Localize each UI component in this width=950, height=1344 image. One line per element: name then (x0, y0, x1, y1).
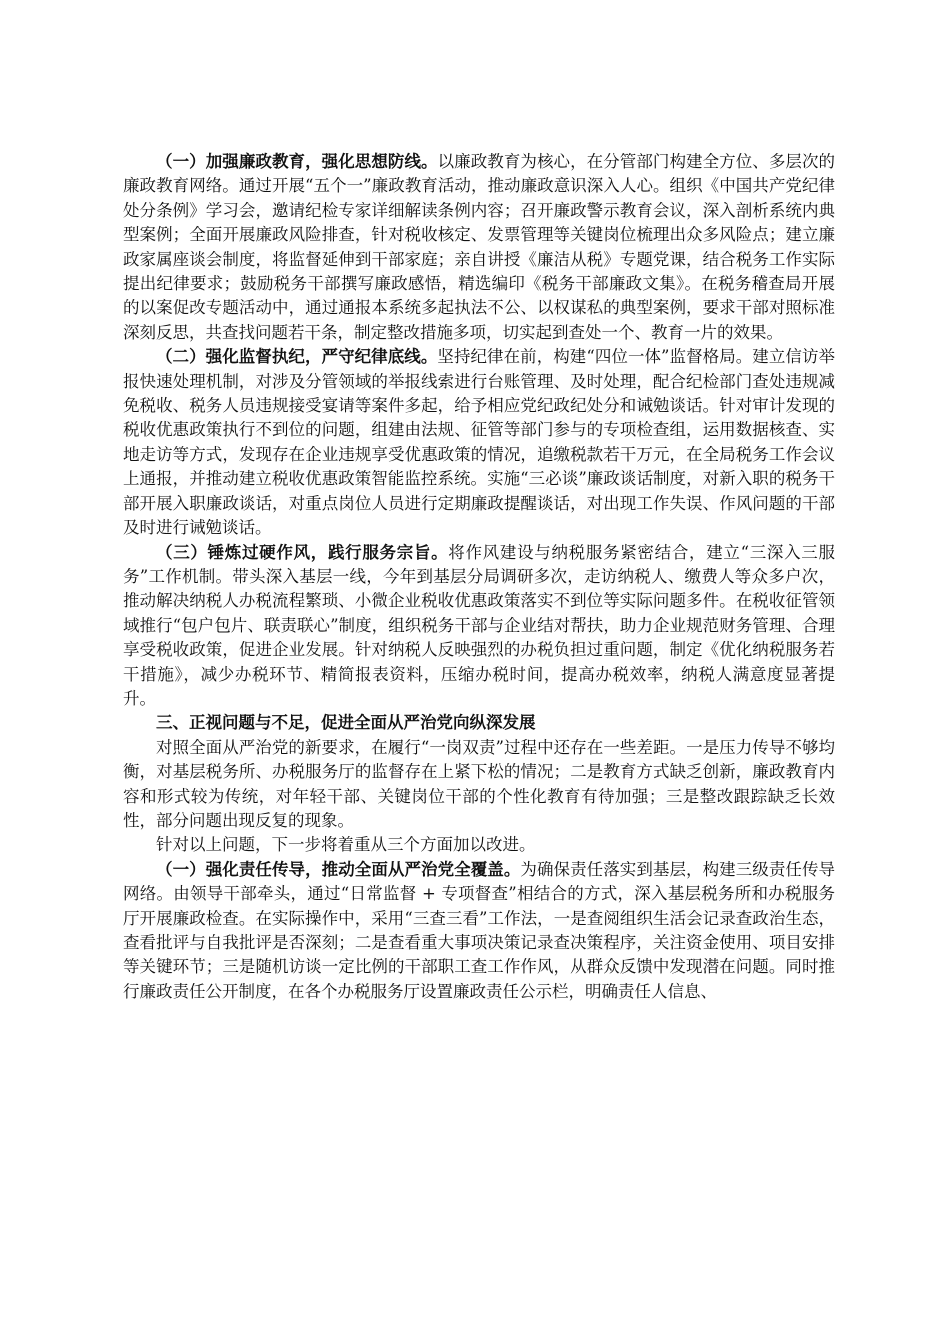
paragraph-text: 坚持纪律在前，构建“四位一体”监督格局。建立信访举报快速处理机制，对涉及分管领域的举报线索进行台账管理、及时处理，配合纪检部门查处违规减免税收、税务人员违规接受宴请等案件多起，给予相应党纪政纪处分和诫勉谈话。针对审计发现的税收优惠政策执行不到位的问题，组建由法规、征管等部门参与的专项检查组，运用数据核查、实地走访等方式，发现存在企业违规享受优惠政策的情况，追缴税款若干万元，在全局税务工作会议上通报，并推动建立税收优惠政策智能监控系统。实施“三必谈”廉政谈话制度，对新入职的税务干部开展入职廉政谈话，对重点岗位人员进行定期廉政提醒谈话，对出现工作失误、作风问题的干部及时进行诫勉谈话。 (123, 347, 836, 538)
paragraph-text: 以廉政教育为核心，在分管部门构建全方位、多层次的廉政教育网络。通过开展“五个一”廉政教育活动，推动廉政意识深入人心。组织《中国共产党纪律处分条例》学习会，邀请纪检专家详细解读条例内容；召开廉政警示教育会议，深入剖析系统内典型案例；全面开展廉政风险排查，针对税收核定、发票管理等关键岗位梳理出众多风险点；建立廉政家属座谈会制度，将监督延伸到干部家庭；亲自讲授《廉洁从税》专题党课，结合税务工作实际提出纪律要求；鼓励税务干部撰写廉政感悟，精选编印《税务干部廉政文集》。在税务稽查局开展的以案促改专题活动中，通过通报本系统多起执法不公、以权谋私的典型案例，要求干部对照标准深刻反思，共查找问题若干条，制定整改措施多项，切实起到查处一个、教育一片的效果。 (123, 152, 835, 342)
paragraph-text: 为确保责任落实到基层，构建三级责任传导网络。由领导干部牵头，通过“日常监督 + 专项督查”相结合的方式，深入基层税务所和办税服务厅开展廉政检查。在实际操作中，采用“三查三看”工作法，一是查阅组织生活会记录查政治生态，查看批评与自我批评是否深刻；二是查看重大事项决策记录查决策程序，关注资金使用、项目安排等关键环节；三是随机访谈一定比例的干部职工查工作作风，从群众反馈中发现潜在问题。同时推行廉政责任公开制度，在各个办税服务厅设置廉政责任公示栏，明确责任人信息、 (123, 859, 835, 1001)
paragraph-problems: 对照全面从严治党的新要求，在履行“一岗双责”过程中还存在一些差距。一是压力传导不够均衡，对基层税务所、办税服务厅的监督存在上紧下松的情况；二是教育方式缺乏创新，廉政教育内容和形式较为传统，对年轻干部、关键岗位干部的个性化教育有待加强；三是整改跟踪缺乏长效性，部分问题出现反复的现象。 (123, 737, 835, 830)
section-heading: 三、正视问题与不足，促进全面从严治党向纵深发展 (156, 713, 536, 733)
paragraph-improvement (123, 858, 835, 1004)
paragraph-supervision (123, 345, 835, 540)
paragraph-transition: 针对以上问题，下一步将着重从三个方面加以改进。 (156, 835, 536, 855)
paragraph-education (123, 150, 835, 345)
paragraph-lead: （一）强化责任传导，推动全面从严治党全覆盖。 (156, 859, 521, 879)
paragraph-lead: （三）锤炼过硬作风，践行服务宗旨。 (156, 542, 449, 562)
paragraph-work-style (123, 541, 835, 712)
paragraph-lead: （二）强化监督执纪，严守纪律底线。 (156, 347, 438, 367)
document-body (123, 150, 835, 1004)
paragraph-text: 将作风建设与纳税服务紧密结合，建立“三深入三服务”工作机制。带头深入基层一线，今年到基层分局调研多次，走访纳税人、缴费人等众多户次，推动解决纳税人办税流程繁琐、小微企业税收优惠政策落实不到位等实际问题多件。在税收征管领域推行“包户包片、联责联心”制度，组织税务干部与企业结对帮扶，助力企业规范财务管理、合理享受税收政策，促进企业发展。针对纳税人反映强烈的办税负担过重问题，制定《优化纳税服务若干措施》，减少办税环节、精简报表资料，压缩办税时间，提高办税效率，纳税人满意度显著提升。 (123, 542, 835, 708)
paragraph-lead: （一）加强廉政教育，强化思想防线。 (156, 152, 438, 171)
